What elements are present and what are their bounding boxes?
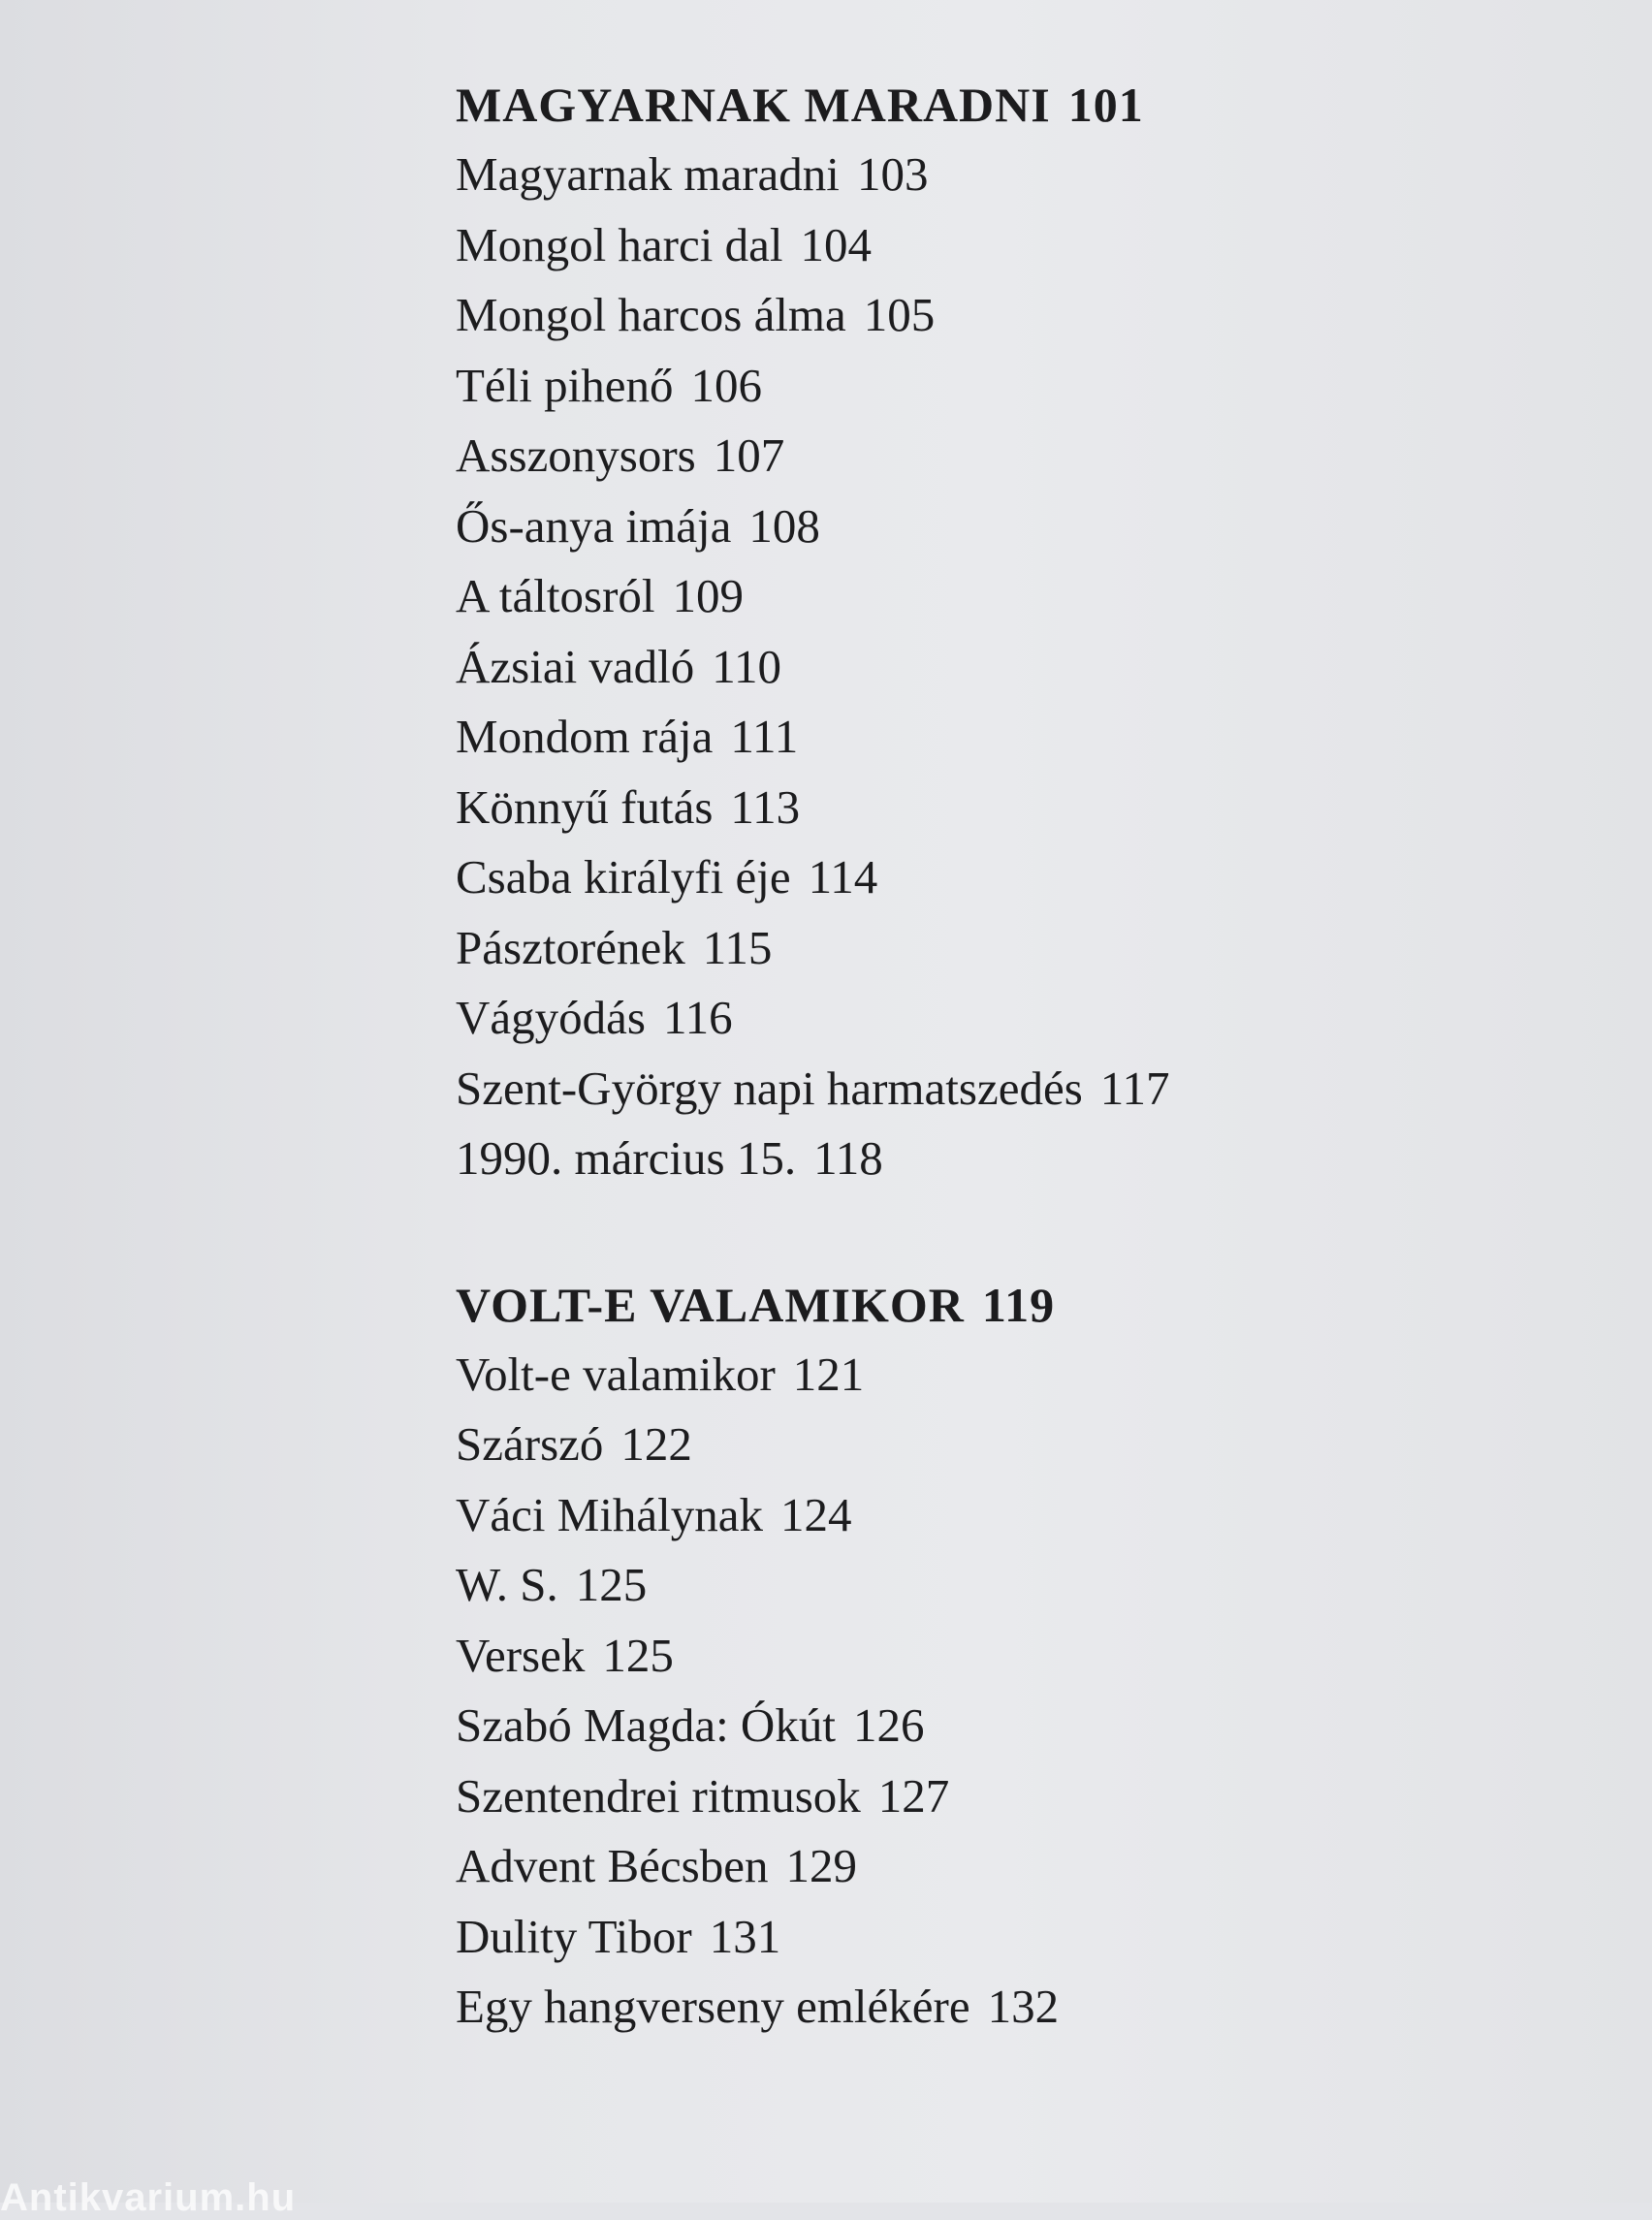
toc-entry	[456, 1550, 1425, 1621]
section-heading	[456, 70, 1425, 140]
entry-page-number: 116	[662, 991, 733, 1044]
entry-title: Szent-György napi harmatszedés	[456, 1061, 1083, 1115]
toc-entry	[456, 421, 1425, 492]
toc-entry	[456, 913, 1425, 984]
entry-page-number: 125	[602, 1628, 674, 1682]
section-spacer	[456, 1194, 1425, 1270]
entry-page-number: 115	[702, 920, 773, 974]
section-page-number: 101	[1067, 78, 1144, 132]
entry-page-number: 126	[852, 1698, 925, 1752]
entry-title: Csaba királyfi éje	[456, 850, 791, 904]
entry-page-number: 127	[877, 1768, 950, 1823]
entry-title: Egy hangverseny emlékére	[456, 1980, 970, 2033]
entry-title: A táltosról	[456, 569, 655, 622]
toc-entry	[456, 492, 1425, 562]
toc-entry	[456, 702, 1425, 773]
entry-title: Könnyű futás	[456, 779, 714, 834]
entry-page-number: 107	[713, 428, 785, 482]
toc-entry	[456, 140, 1425, 210]
entry-title: Mongol harci dal	[456, 217, 783, 271]
entry-page-number: 110	[712, 639, 781, 693]
table-of-contents	[456, 70, 1425, 2043]
toc-entry	[456, 561, 1425, 632]
entry-title: Asszonysors	[456, 428, 696, 482]
entry-title: Dulity Tibor	[456, 1909, 692, 1963]
entry-title: Szabó Magda: Ókút	[456, 1698, 836, 1752]
entry-page-number: 131	[709, 1909, 781, 1963]
toc-entry	[456, 1972, 1425, 2043]
toc-entry	[456, 632, 1425, 703]
toc-entry	[456, 1831, 1425, 1902]
section-title: VOLT-E VALAMIKOR	[456, 1277, 965, 1332]
entry-title: Szárszó	[456, 1417, 604, 1471]
toc-entry	[456, 983, 1425, 1054]
section-title: MAGYARNAK MARADNI	[456, 78, 1051, 132]
entry-page-number: 113	[730, 779, 801, 834]
toc-entry	[456, 1340, 1425, 1411]
entry-title: Mongol harcos álma	[456, 288, 846, 341]
entry-page-number: 122	[620, 1417, 692, 1471]
entry-page-number: 108	[748, 498, 820, 553]
entry-title: Váci Mihálynak	[456, 1487, 764, 1541]
toc-entry	[456, 280, 1425, 351]
entry-title: Vágyódás	[456, 991, 646, 1044]
entry-page-number: 104	[800, 217, 872, 271]
toc-entry	[456, 1124, 1425, 1194]
toc-entry	[456, 1621, 1425, 1692]
toc-entry	[456, 210, 1425, 281]
entry-title: Szentendrei ritmusok	[456, 1768, 861, 1823]
entry-title: Ázsiai vadló	[456, 639, 695, 693]
entry-page-number: 117	[1099, 1061, 1170, 1115]
toc-entry	[456, 1480, 1425, 1551]
entry-title: Mondom rája	[456, 710, 714, 763]
entry-title: Magyarnak maradni	[456, 147, 840, 201]
entry-page-number: 129	[785, 1839, 857, 1892]
entry-page-number: 111	[730, 710, 799, 763]
entry-title: Volt-e valamikor	[456, 1347, 776, 1401]
entry-page-number: 124	[780, 1487, 852, 1541]
entry-page-number: 105	[863, 288, 936, 341]
watermark-logo: Antikvarium.hu	[0, 2176, 297, 2219]
entry-page-number: 121	[792, 1347, 865, 1401]
toc-entry	[456, 1054, 1425, 1125]
entry-title: Pásztorének	[456, 920, 685, 974]
entry-title: Versek	[456, 1628, 586, 1682]
entry-page-number: 103	[856, 147, 929, 201]
toc-entry	[456, 773, 1425, 843]
entry-page-number: 109	[672, 569, 745, 622]
entry-title: Ős-anya imája	[456, 498, 732, 553]
entry-page-number: 125	[575, 1558, 648, 1611]
entry-page-number: 118	[813, 1131, 883, 1185]
toc-entry	[456, 1902, 1425, 1973]
entry-page-number: 132	[987, 1980, 1060, 2033]
toc-entry	[456, 1691, 1425, 1761]
section-page-number: 119	[981, 1277, 1056, 1332]
section-heading	[456, 1270, 1425, 1340]
entry-page-number: 114	[808, 850, 878, 904]
entry-title: 1990. március 15.	[456, 1131, 797, 1185]
entry-page-number: 106	[690, 358, 763, 412]
toc-entry	[456, 1761, 1425, 1832]
toc-entry	[456, 351, 1425, 422]
toc-entry	[456, 842, 1425, 913]
toc-entry	[456, 1410, 1425, 1480]
entry-title: W. S.	[456, 1558, 558, 1611]
entry-title: Téli pihenő	[456, 358, 674, 412]
entry-title: Advent Bécsben	[456, 1839, 769, 1892]
